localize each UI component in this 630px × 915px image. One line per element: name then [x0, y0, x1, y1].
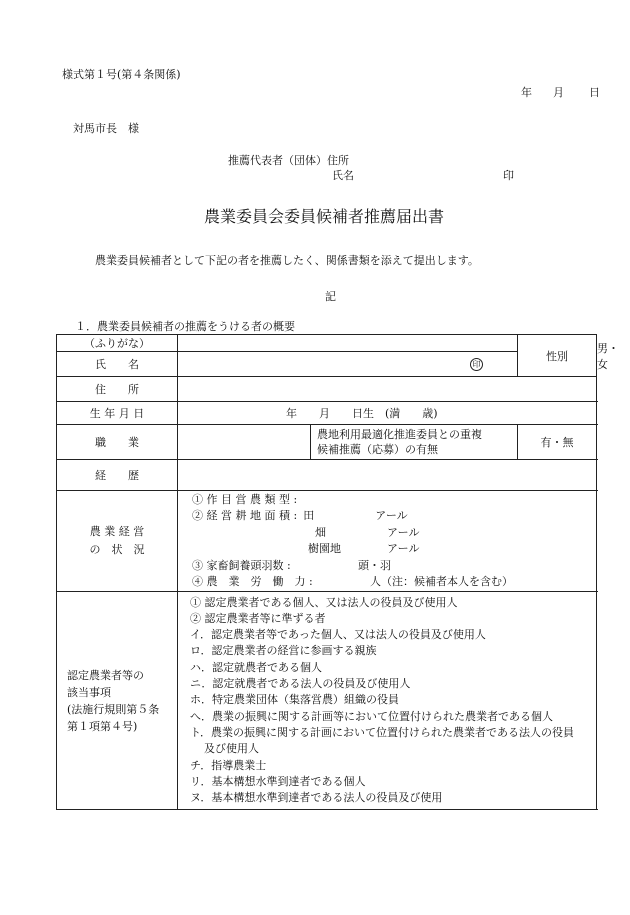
recommender-label: 推薦代表者（団体）住所 — [228, 154, 349, 167]
name-field[interactable] — [178, 352, 518, 377]
date-year: 年 — [521, 86, 532, 99]
name-label: 氏名 — [332, 169, 354, 182]
date-month: 月 — [553, 86, 564, 99]
labor-item: ④ 農 業 労 働 力 : 人（注：候補者本人を含む） — [192, 575, 513, 588]
intro-text: 農業委員候補者として下記の者を推薦したく、関係書類を添えて提出します。 — [95, 254, 479, 267]
area-rice-item: ② 経 営 耕 地 面 積 : 田 アール — [192, 509, 408, 522]
area-field-item: 畑 アール — [315, 525, 420, 539]
certified-farmer-list — [178, 592, 597, 810]
seal-label: 印 — [503, 169, 514, 182]
cert-item: ホ．特定農業団体（集落営農）組織の役員 — [190, 693, 399, 707]
cert-item-continuation: 及び使用人 — [204, 742, 259, 756]
birth-field[interactable]: 年 月 日生 (満 歳) — [178, 402, 597, 425]
livestock-item: ③ 家畜飼養頭羽数 : 頭・羽 — [192, 558, 391, 572]
cert-item: リ．基本構想水準到達者である個人 — [190, 774, 366, 788]
cert-item: イ．認定農業者等であった個人、又は法人の役員及び使用人 — [190, 628, 486, 642]
farm-management-block — [178, 491, 597, 592]
page-title: 農業委員会委員候補者推薦届出書 — [204, 207, 445, 226]
cert-item: ト．農業の振興に関する計画において位置付けられた農業者である法人の役員 — [190, 725, 575, 739]
crop-type-item: ① 作 目 営 農 類 型 : — [192, 492, 298, 506]
furigana-field[interactable] — [178, 335, 518, 352]
cert-item: ロ．認定農業者の経営に参画する親族 — [190, 644, 377, 658]
birth-label: 生 年 月 日 — [57, 402, 178, 425]
name-field-label: 氏 名 — [57, 352, 178, 377]
candidate-form-table: （ふりがな） 性別 男・女 氏 名 印 住 所 生 年 月 日 年 月 日生 (満 歳) 職 業 農地利用最適化推進委員との重複 候補推薦（応募）の有無 有・無 経 歴 農 業 経 営 の 状 況 ① 作 目 営 農 類 型 : ② 経 営 耕 地 面 積 : 田 アール 畑 アール 樹園地 アール ③ 家畜飼養頭羽数 : 頭・羽 ④ 農 業 労 働 力 : 人（注：候補者本人を含む） 認定農業者等の 該当事項 (法施行規則第５条 第１項第４号) ① 認定農業者である個人、又は法人の役員及び使用人 ② 認定農業者等に準ずる者 イ．認定農業者等であった個人、又は法人の役員及び使用人 ロ．認定農業者の経営に参画する親族 ハ．認定就農者である個人 ニ．認定就農者である法人の役員及び使用人 ホ．特定農業団体（集落営農）組織の役員 へ．農業の振興に関する計画等において位置付けられた農業者である個人 ト．農業の振興に関する計画において位置付けられた農業者である法人の役員 及び使用人 チ．指導農業士 リ．基本構想水準到達者である個人 ヌ．基本構想水準到達者である法人の役員及び使用 — [56, 334, 597, 810]
cert-item: へ．農業の振興に関する計画等において位置付けられた農業者である個人 — [190, 709, 553, 723]
address-label: 住 所 — [57, 377, 178, 402]
ki-mark: 記 — [325, 290, 336, 303]
cert-item: ヌ．基本構想水準到達者である法人の役員及び使用 — [190, 791, 443, 805]
duplicate-question: 農地利用最適化推進委員との重複 候補推薦（応募）の有無 — [311, 425, 518, 460]
cert-item: ② 認定農業者等に準ずる者 — [190, 611, 326, 625]
cert-item: ① 認定農業者である個人、又は法人の役員及び使用人 — [190, 595, 458, 609]
occupation-field[interactable] — [178, 425, 311, 460]
cert-item: ハ．認定就農者である個人 — [190, 660, 322, 674]
form-number: 様式第１号(第４条関係) — [62, 68, 181, 81]
career-label: 経 歴 — [57, 460, 178, 491]
career-field[interactable] — [178, 460, 597, 491]
date-day: 日 — [589, 86, 600, 99]
addressee: 対馬市長 様 — [73, 122, 139, 135]
address-field[interactable] — [178, 377, 597, 402]
section-heading: １．農業委員候補者の推薦をうける者の概要 — [75, 320, 295, 333]
occupation-label: 職 業 — [57, 425, 178, 460]
furigana-label: （ふりがな） — [57, 335, 178, 352]
area-orchard-item: 樹園地 アール — [308, 542, 420, 555]
cert-item: ニ．認定就農者である法人の役員及び使用人 — [190, 677, 411, 691]
certified-farmer-label: 認定農業者等の 該当事項 (法施行規則第５条 第１項第４号) — [57, 592, 178, 810]
farm-management-label: 農 業 経 営 の 状 況 — [57, 491, 178, 592]
cert-item: チ．指導農業士 — [190, 758, 267, 772]
seal-mark-icon: 印 — [470, 358, 483, 371]
sex-label: 性別 — [518, 335, 597, 377]
yes-no-options[interactable]: 有・無 — [518, 425, 597, 460]
